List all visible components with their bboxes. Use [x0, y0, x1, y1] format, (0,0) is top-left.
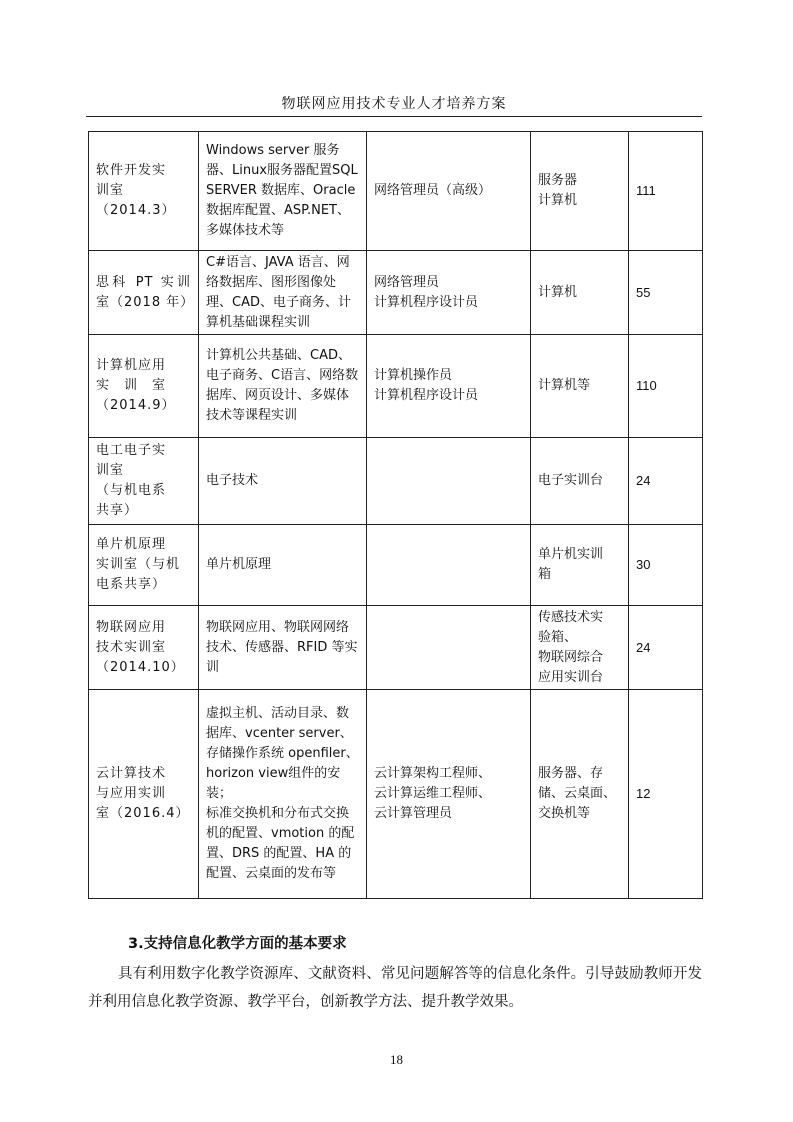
room-cell: 软件开发实 训室 （2014.3）: [89, 132, 199, 251]
count-cell: 24: [629, 438, 703, 525]
room-cell: 思科 PT 实训室（2018 年）: [89, 251, 199, 335]
count-cell: 24: [629, 606, 703, 690]
page-number: 18: [390, 1052, 403, 1067]
room-cell: 单片机原理 实训室（与机 电系共享）: [89, 525, 199, 606]
count-cell: 111: [629, 132, 703, 251]
room-cell: 云计算技术 与应用实训 室（2016.4）: [89, 690, 199, 899]
jobs-cell: 网络管理员 计算机程序设计员: [367, 251, 531, 335]
equipment-cell: 电子实训台: [531, 438, 629, 525]
content-cell: 电子技术: [199, 438, 367, 525]
equipment-cell: 单片机实训 箱: [531, 525, 629, 606]
table-row: [89, 132, 703, 251]
jobs-cell: 网络管理员（高级）: [367, 132, 531, 251]
content-cell: C#语言、JAVA 语言、网络数据库、图形图像处理、CAD、电子商务、计算机基础课程实训: [199, 251, 367, 335]
content-cell: Windows server 服务器、Linux服务器配置SQL SERVER 数据库、Oracle数据库配置、ASP.NET、多媒体技术等: [199, 132, 367, 251]
table-row: [89, 251, 703, 335]
equipment-cell: 服务器、存 储、云桌面、 交换机等: [531, 690, 629, 899]
content-cell: 虚拟主机、活动目录、数据库、vcenter server、存储操作系统 openfiler、horizon view组件的安装； 标准交换机和分布式交换机的配置、vmotion 的配置、DRS 的配置、HA 的配置、云桌面的发布等: [199, 690, 367, 899]
count-cell: 55: [629, 251, 703, 335]
header-rule: [86, 116, 702, 117]
table-row: [89, 690, 703, 899]
section-heading: 3.支持信息化教学方面的基本要求: [128, 936, 347, 952]
table-row: [89, 525, 703, 606]
running-header: 物联网应用技术专业人才培养方案: [281, 96, 507, 112]
equipment-cell: 计算机: [531, 251, 629, 335]
table-row: [89, 438, 703, 525]
content-cell: 物联网应用、物联网网络技术、传感器、RFID 等实训: [199, 606, 367, 690]
room-cell: 计算机应用 实 训 室 （2014.9）: [89, 335, 199, 438]
body-paragraph: 具有利用数字化教学资源库、文献资料、常见问题解答等的信息化条件。引导鼓励教师开发并利用信息化教学资源、教学平台，创新教学方法、提升教学效果。: [88, 966, 702, 1010]
table-row: [89, 335, 703, 438]
jobs-cell: [367, 438, 531, 525]
equipment-cell: 计算机等: [531, 335, 629, 438]
content-cell: 计算机公共基础、CAD、电子商务、C语言、网络数据库、网页设计、多媒体技术等课程实训: [199, 335, 367, 438]
equipment-cell: 传感技术实 验箱、 物联网综合 应用实训台: [531, 606, 629, 690]
equipment-cell: 服务器 计算机: [531, 132, 629, 251]
jobs-cell: 计算机操作员 计算机程序设计员: [367, 335, 531, 438]
jobs-cell: 云计算架构工程师、 云计算运维工程师、 云计算管理员: [367, 690, 531, 899]
count-cell: 12: [629, 690, 703, 899]
content-cell: 单片机原理: [199, 525, 367, 606]
jobs-cell: [367, 606, 531, 690]
count-cell: 110: [629, 335, 703, 438]
lab-table: [88, 131, 703, 899]
room-cell: 电工电子实 训室 （与机电系 共享）: [89, 438, 199, 525]
table-row: [89, 606, 703, 690]
count-cell: 30: [629, 525, 703, 606]
jobs-cell: [367, 525, 531, 606]
room-cell: 物联网应用 技术实训室 （2014.10）: [89, 606, 199, 690]
